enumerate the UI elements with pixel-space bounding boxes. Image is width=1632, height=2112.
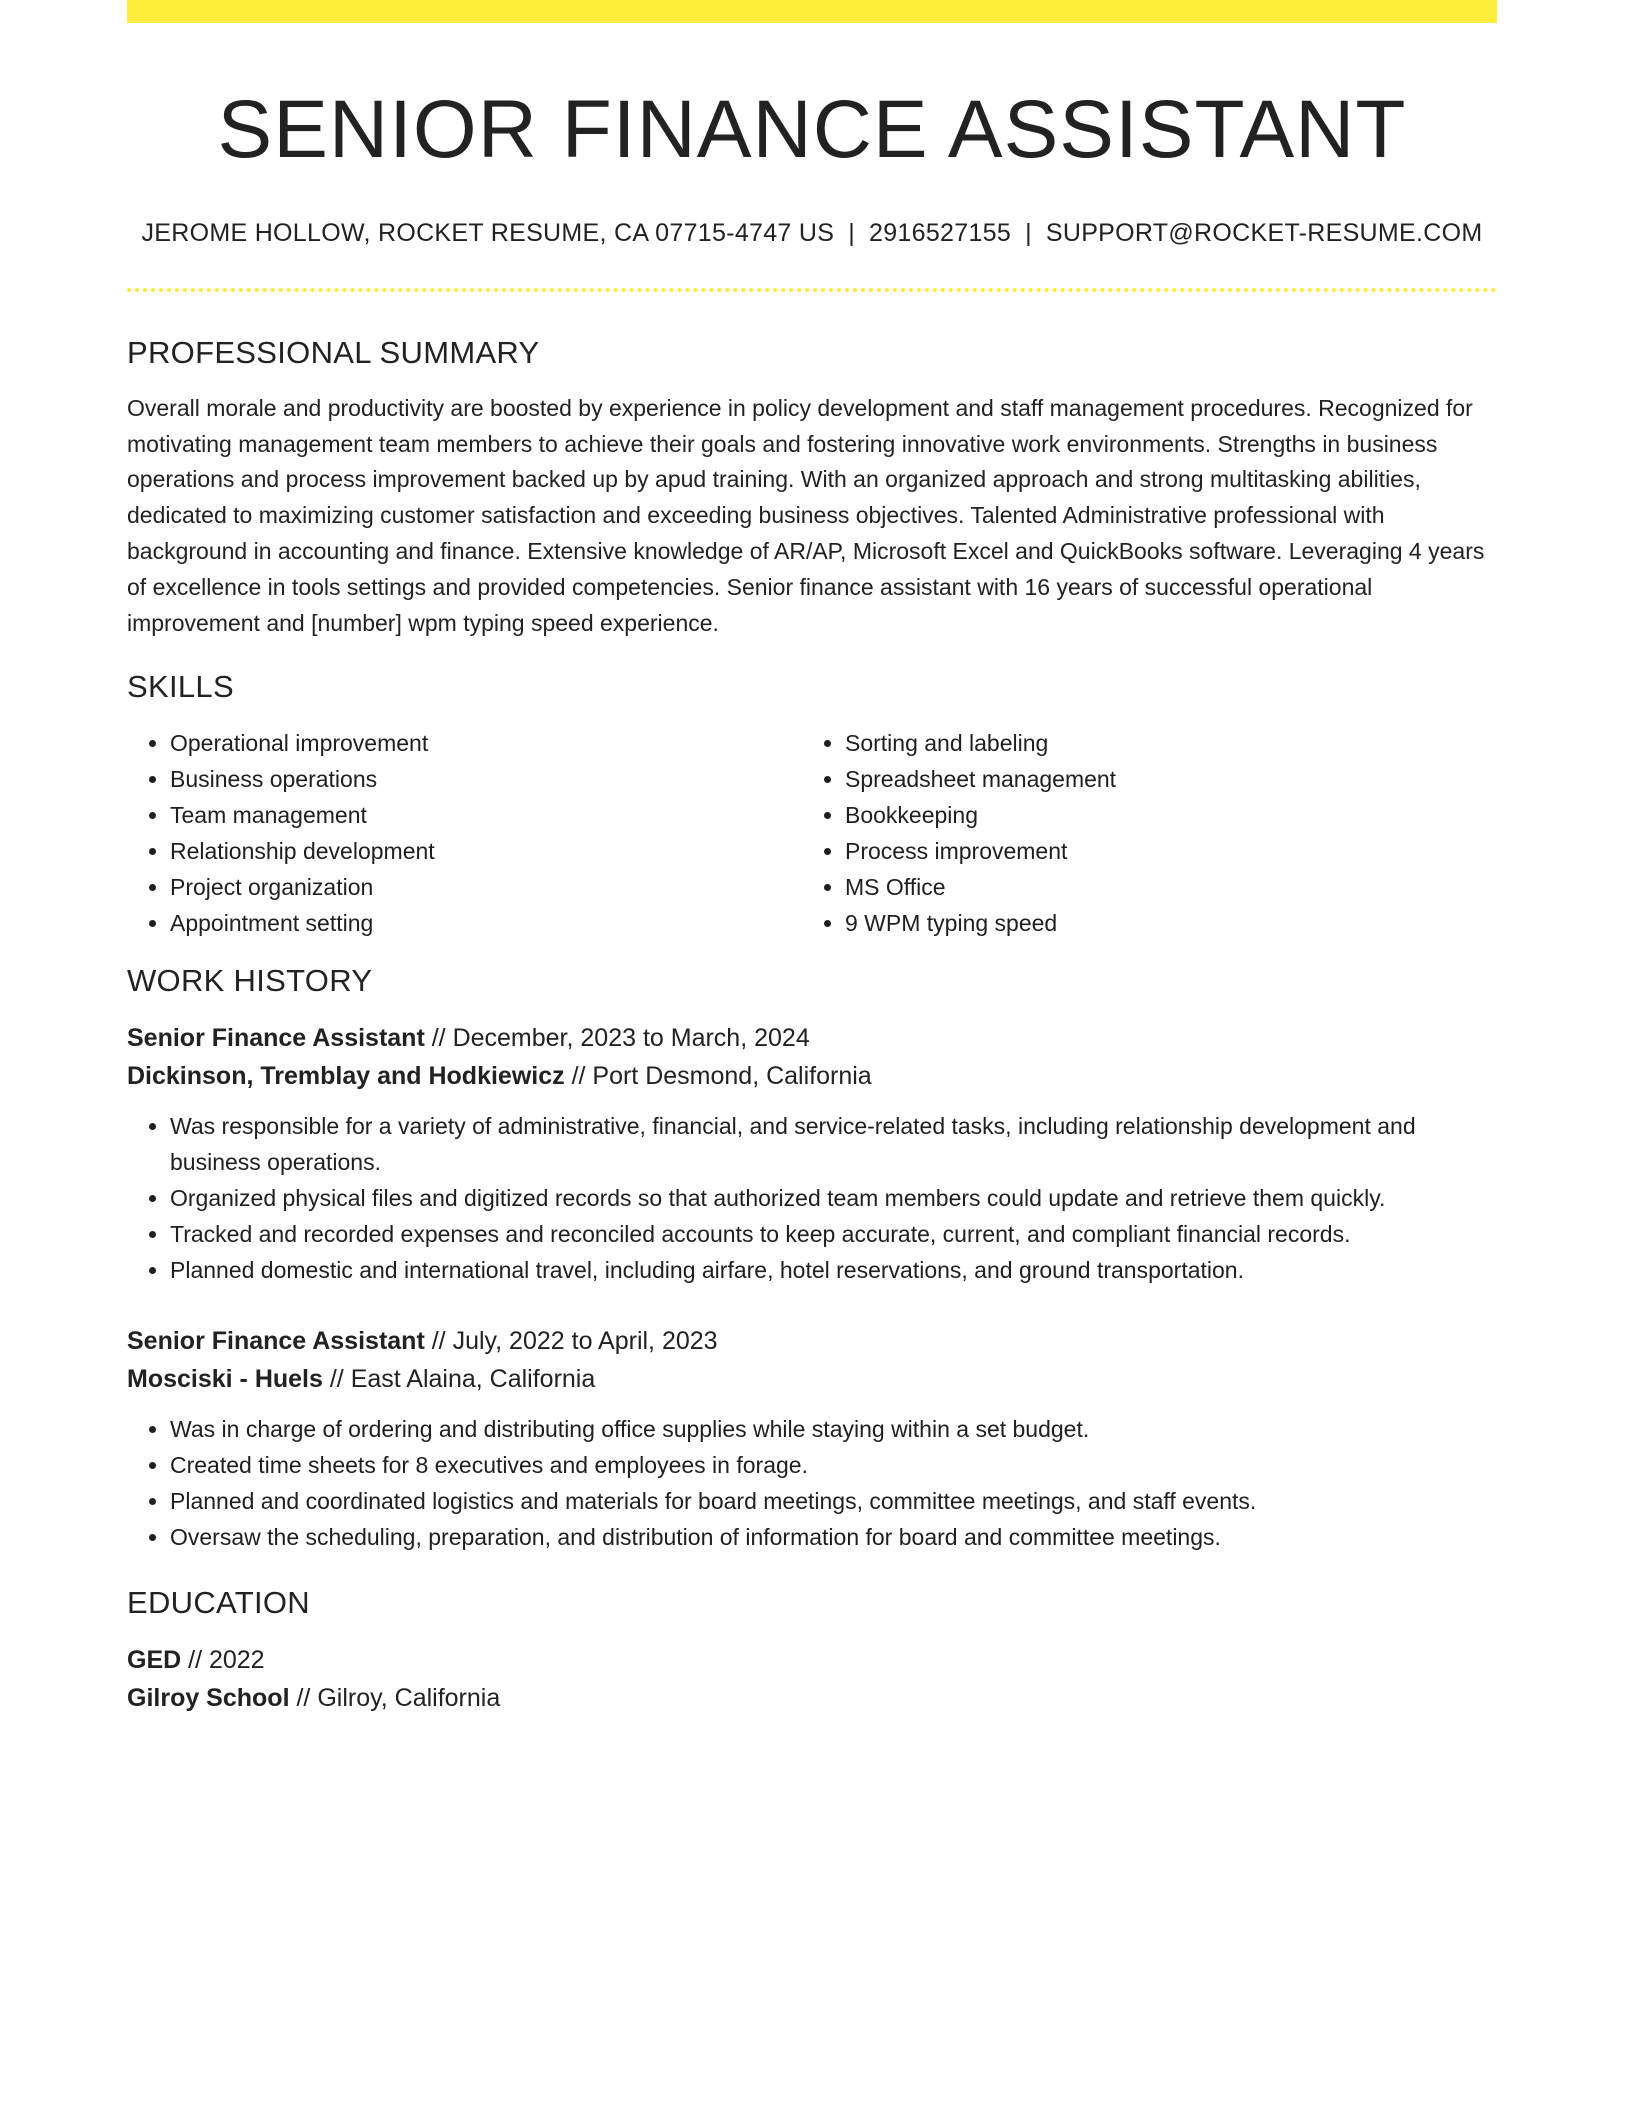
- education-year: // 2022: [181, 1646, 265, 1675]
- skill-item: • Operational improvement: [170, 725, 802, 761]
- contact-address: JEROME HOLLOW, ROCKET RESUME, CA 07715-4747 US: [141, 219, 835, 248]
- contact-separator: |: [848, 219, 856, 248]
- skill-item: • Process improvement: [845, 833, 1477, 869]
- dotted-divider: [127, 288, 1497, 292]
- contact-separator: |: [1025, 219, 1032, 248]
- contact-email: SUPPORT@ROCKET-RESUME.COM: [1045, 219, 1483, 248]
- job-bullet: • Organized physical files and digitized records so that authorized team members could update and retrieve them quickly.: [170, 1180, 1497, 1216]
- job-company-line: [127, 1360, 1497, 1398]
- summary-text: Overall morale and productivity are boosted by experience in policy development and staff management procedures. Recognized for motivating management team members to achieve their goals and fostering innovative work environments. Strengths in business operations and process improvement backed up by apud training. With an organized approach and strong multitasking abilities, dedicated to maximizing customer satisfaction and exceeding business objectives. Talented Administrative professional with background in accounting and finance. Extensive knowledge of AR/AP, Microsoft Excel and QuickBooks software. Leveraging 4 years of excellence in tools settings and provided competencies. Senior finance assistant with 16 years of successful operational improvement and [number] wpm typing speed experience.: [127, 394, 1485, 636]
- education-heading: EDUCATION: [127, 1585, 310, 1621]
- skill-item: • Appointment setting: [170, 905, 802, 941]
- job-company: Mosciski - Huels: [127, 1365, 323, 1394]
- summary-heading: PROFESSIONAL SUMMARY: [127, 334, 540, 370]
- job-bullet: • Tracked and recorded expenses and reconciled accounts to keep accurate, current, and compliant financial records.: [170, 1216, 1497, 1252]
- education-degree-line: [127, 1641, 1497, 1679]
- job-dates: // December, 2023 to March, 2024: [424, 1024, 810, 1053]
- job-bullets: [127, 1411, 1497, 1555]
- job-entry: [127, 1322, 1497, 1555]
- education-location: // Gilroy, California: [289, 1684, 501, 1713]
- work-history-heading: WORK HISTORY: [127, 963, 373, 999]
- job-bullet: • Created time sheets for 8 executives and employees in forage.: [170, 1447, 1497, 1483]
- job-bullet: • Was in charge of ordering and distributing office supplies while staying within a set budget.: [170, 1411, 1497, 1447]
- skills-list-right: [802, 725, 1477, 941]
- skills-heading: SKILLS: [127, 669, 234, 705]
- skill-item: • Bookkeeping: [845, 797, 1477, 833]
- resume-title: SENIOR FINANCE ASSISTANT: [217, 84, 1407, 175]
- job-bullet: • Planned and coordinated logistics and materials for board meetings, committee meetings, and staff events.: [170, 1483, 1497, 1519]
- contact-phone: 2916527155: [869, 219, 1012, 248]
- skill-item: • Business operations: [170, 761, 802, 797]
- skill-item: • MS Office: [845, 869, 1477, 905]
- skill-item: • Sorting and labeling: [845, 725, 1477, 761]
- job-role-line: [127, 1019, 1497, 1057]
- skills-list-left: [127, 725, 802, 941]
- skill-item: • Relationship development: [170, 833, 802, 869]
- contact-line: [127, 217, 1497, 250]
- education-school: Gilroy School: [127, 1684, 290, 1713]
- resume-page: [127, 0, 1497, 1717]
- education-school-line: [127, 1679, 1497, 1717]
- job-bullet: • Planned domestic and international travel, including airfare, hotel reservations, and ground transportation.: [170, 1252, 1497, 1288]
- skill-item: • Project organization: [170, 869, 802, 905]
- skill-item: • Team management: [170, 797, 802, 833]
- job-bullet: • Was responsible for a variety of administrative, financial, and service-related tasks, including relationship development and business operations.: [170, 1108, 1497, 1180]
- job-role-line: [127, 1322, 1497, 1360]
- education-degree: GED: [127, 1646, 182, 1675]
- job-role: Senior Finance Assistant: [127, 1327, 425, 1356]
- job-entry: [127, 1019, 1497, 1288]
- skill-item: • Spreadsheet management: [845, 761, 1477, 797]
- accent-top-bar: [127, 0, 1497, 23]
- skills-columns: [127, 725, 1497, 941]
- job-company: Dickinson, Tremblay and Hodkiewicz: [127, 1062, 565, 1091]
- job-company-line: [127, 1057, 1497, 1095]
- job-dates: // July, 2022 to April, 2023: [424, 1327, 718, 1356]
- job-bullets: [127, 1108, 1497, 1288]
- job-role: Senior Finance Assistant: [127, 1024, 425, 1053]
- job-location: // East Alaina, California: [322, 1365, 596, 1394]
- job-bullet: • Oversaw the scheduling, preparation, and distribution of information for board and committee meetings.: [170, 1519, 1497, 1555]
- job-location: // Port Desmond, California: [564, 1062, 872, 1091]
- skill-item: • 9 WPM typing speed: [845, 905, 1477, 941]
